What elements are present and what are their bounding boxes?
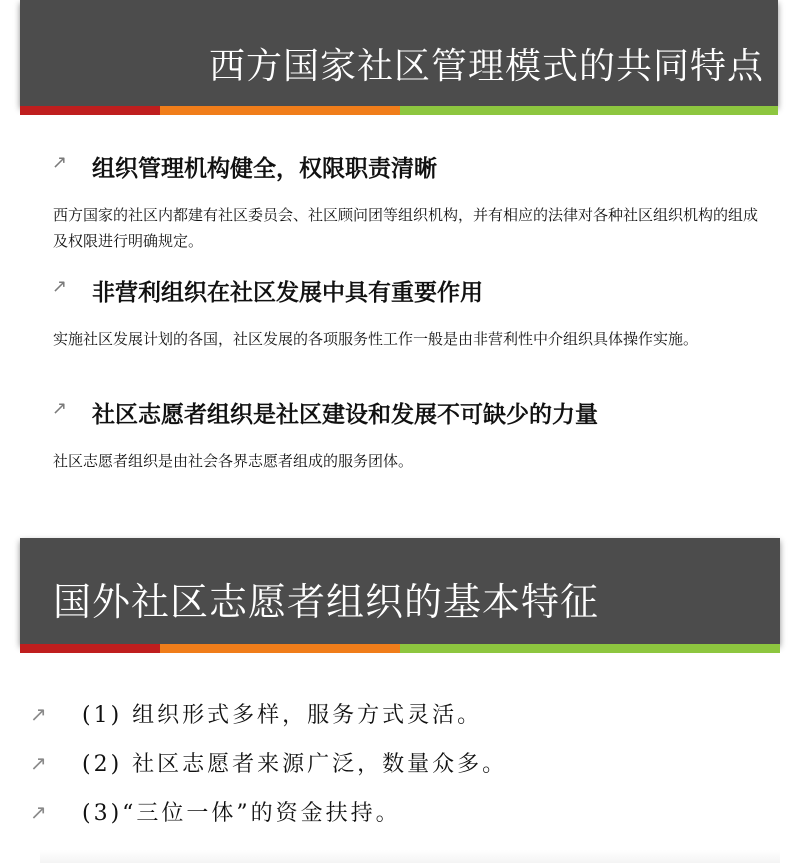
stripe-red [20, 644, 160, 653]
stripe-green [400, 106, 778, 115]
stripe-orange [160, 644, 400, 653]
feature-text: (2) 社区志愿者来源广泛，数量众多。 [82, 752, 508, 777]
feature-text: (3)“三位一体”的资金扶持。 [82, 801, 401, 826]
stripe-orange [160, 106, 400, 115]
point-body: 实施社区发展计划的各国，社区发展的各项服务性工作一般是由非营利性中介组织具体操作实施。 [53, 330, 699, 348]
slide-title: 西方国家社区管理模式的共同特点 [208, 46, 764, 87]
feature-text: (1) 组织形式多样，服务方式灵活。 [82, 703, 483, 728]
faded-watermark [40, 480, 780, 530]
slide-title: 国外社区志愿者组织的基本特征 [53, 580, 600, 624]
arrow-up-right-icon: ↗ [30, 800, 47, 824]
arrow-up-right-icon: ↗ [30, 702, 47, 726]
point-body: 西方国家的社区内都建有社区委员会、社区顾问团等组织机构，并有相应的法律对各种社区组织机构的组成及权限进行明确规定。 [53, 206, 759, 250]
point-heading: 组织管理机构健全，权限职责清晰 [92, 156, 437, 182]
stripe-green [400, 644, 780, 653]
title-banner [20, 538, 780, 644]
point-heading: 非营利组织在社区发展中具有重要作用 [92, 280, 483, 306]
arrow-up-right-icon: ↗ [52, 276, 68, 297]
title-banner [20, 0, 778, 106]
arrow-up-right-icon: ↗ [30, 751, 47, 775]
stripe-red [20, 106, 160, 115]
point-body: 社区志愿者组织是由社会各界志愿者组成的服务团体。 [53, 452, 414, 470]
slide-volunteer-features [0, 530, 802, 863]
point-heading: 社区志愿者组织是社区建设和发展不可缺少的力量 [92, 402, 598, 428]
color-stripe [20, 644, 780, 653]
arrow-up-right-icon: ↗ [52, 152, 68, 173]
color-stripe [20, 106, 778, 115]
arrow-up-right-icon: ↗ [52, 398, 68, 419]
bottom-fade [40, 850, 780, 863]
